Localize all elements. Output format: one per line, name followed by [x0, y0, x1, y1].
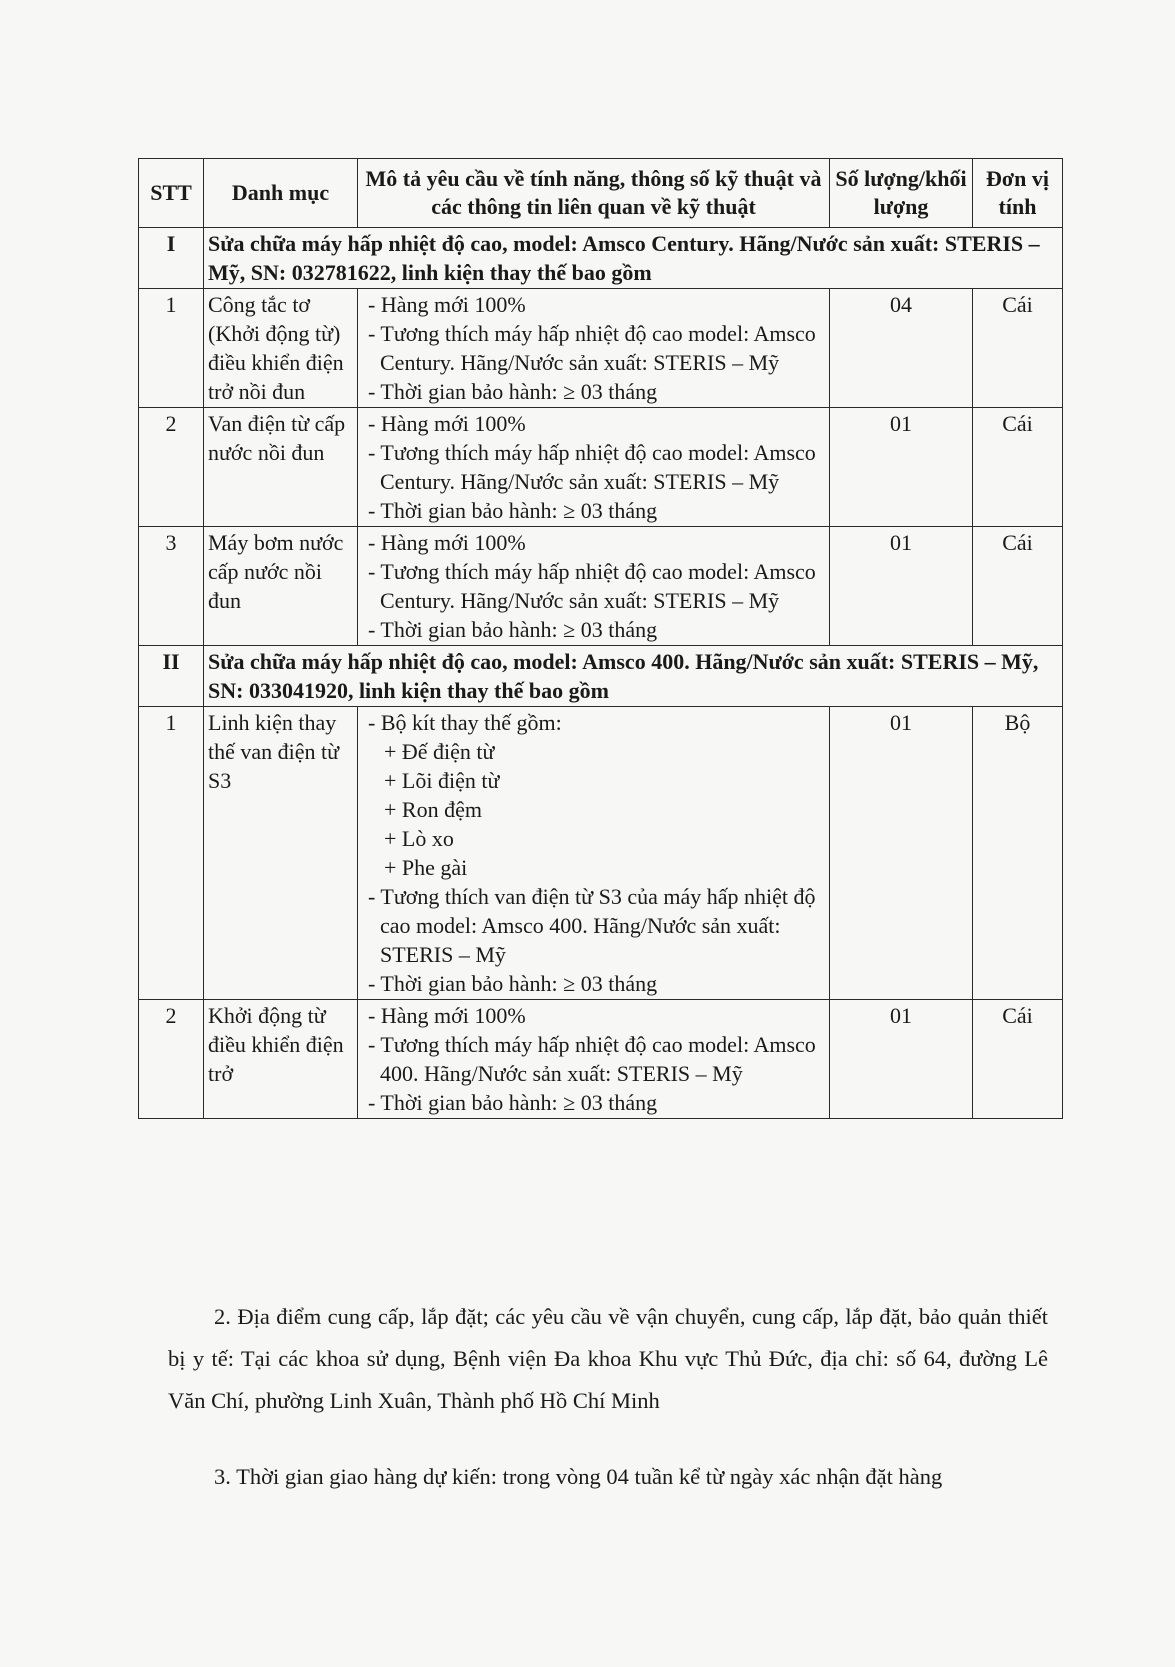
description-line: - Hàng mới 100% [368, 292, 526, 317]
item-description [358, 1000, 830, 1119]
description-subline: + Đế điện từ [384, 739, 495, 764]
paragraph-text: 2. Địa điểm cung cấp, lắp đặt; các yêu cầu về vận chuyển, cung cấp, lắp đặt, bảo quản thiết bị y tế: Tại các khoa sử dụng, Bệnh viện Đa khoa Khu vực Thủ Đức, địa chỉ: số 64, đường Lê Văn Chí, phường Linh Xuân, Thành phố Hồ Chí Minh [168, 1304, 1048, 1413]
description-subline: + Ron đệm [384, 797, 482, 822]
description-line: - Thời gian bảo hành: ≥ 03 tháng [368, 498, 658, 523]
section-row [139, 646, 1063, 707]
description-line: - Thời gian bảo hành: ≥ 03 tháng [368, 971, 658, 996]
description-line: - Tương thích máy hấp nhiệt độ cao model: Amsco Century. Hãng/Nước sản xuất: STERIS – Mỹ [368, 321, 816, 375]
item-quantity: 04 [830, 289, 973, 408]
table-row [139, 527, 1063, 646]
item-unit: Cái [973, 289, 1063, 408]
header-stt: STT [139, 159, 204, 228]
paragraph-delivery-time [168, 1456, 1048, 1498]
description-line: - Thời gian bảo hành: ≥ 03 tháng [368, 379, 658, 404]
header-description: Mô tả yêu cầu về tính năng, thông số kỹ thuật và các thông tin liên quan về kỹ thuật [358, 159, 830, 228]
section-title: Sửa chữa máy hấp nhiệt độ cao, model: Amsco 400. Hãng/Nước sản xuất: STERIS – Mỹ, SN: 033041920, linh kiện thay thế bao gồm [204, 646, 1063, 707]
item-description [358, 289, 830, 408]
section-row [139, 228, 1063, 289]
item-unit: Cái [973, 1000, 1063, 1119]
header-unit: Đơn vị tính [973, 159, 1063, 228]
header-quantity: Số lượng/khối lượng [830, 159, 973, 228]
description-line: - Hàng mới 100% [368, 1003, 526, 1028]
paragraph-delivery-location [168, 1296, 1048, 1422]
description-line: - Tương thích máy hấp nhiệt độ cao model: Amsco Century. Hãng/Nước sản xuất: STERIS – Mỹ [368, 440, 816, 494]
table-header-row [139, 159, 1063, 228]
item-description [358, 527, 830, 646]
item-unit: Bộ [973, 707, 1063, 1000]
item-stt: 2 [139, 408, 204, 527]
table-row [139, 408, 1063, 527]
item-name: Máy bơm nước cấp nước nồi đun [204, 527, 358, 646]
description-subline: + Lõi điện từ [384, 768, 500, 793]
section-number: I [139, 228, 204, 289]
item-name: Khởi động từ điều khiển điện trở [204, 1000, 358, 1119]
item-stt: 2 [139, 1000, 204, 1119]
table-row [139, 1000, 1063, 1119]
description-line: - Tương thích máy hấp nhiệt độ cao model: Amsco 400. Hãng/Nước sản xuất: STERIS – Mỹ [368, 1032, 816, 1086]
item-quantity: 01 [830, 527, 973, 646]
item-quantity: 01 [830, 408, 973, 527]
table-row [139, 289, 1063, 408]
description-line: - Hàng mới 100% [368, 530, 526, 555]
description-subline: + Phe gài [384, 855, 468, 880]
description-line: - Thời gian bảo hành: ≥ 03 tháng [368, 617, 658, 642]
item-stt: 3 [139, 527, 204, 646]
item-name: Van điện từ cấp nước nồi đun [204, 408, 358, 527]
item-name: Công tắc tơ (Khởi động từ) điều khiển điện trở nồi đun [204, 289, 358, 408]
item-quantity: 01 [830, 1000, 973, 1119]
item-name: Linh kiện thay thế van điện từ S3 [204, 707, 358, 1000]
description-line: - Hàng mới 100% [368, 411, 526, 436]
item-unit: Cái [973, 527, 1063, 646]
item-unit: Cái [973, 408, 1063, 527]
table-row [139, 707, 1063, 1000]
description-line: - Thời gian bảo hành: ≥ 03 tháng [368, 1090, 658, 1115]
item-quantity: 01 [830, 707, 973, 1000]
section-title: Sửa chữa máy hấp nhiệt độ cao, model: Amsco Century. Hãng/Nước sản xuất: STERIS – Mỹ, SN: 032781622, linh kiện thay thế bao gồm [204, 228, 1063, 289]
specification-table [138, 158, 1063, 1119]
description-line: - Tương thích van điện từ S3 của máy hấp nhiệt độ cao model: Amsco 400. Hãng/Nước sản xuất: STERIS – Mỹ [368, 884, 816, 967]
header-category: Danh mục [204, 159, 358, 228]
section-number: II [139, 646, 204, 707]
item-description [358, 707, 830, 1000]
item-description [358, 408, 830, 527]
description-subline: + Lò xo [384, 826, 454, 851]
description-line: - Bộ kít thay thế gồm: [368, 710, 562, 735]
description-line: - Tương thích máy hấp nhiệt độ cao model: Amsco Century. Hãng/Nước sản xuất: STERIS – Mỹ [368, 559, 816, 613]
paragraph-text: 3. Thời gian giao hàng dự kiến: trong vòng 04 tuần kể từ ngày xác nhận đặt hàng [214, 1464, 943, 1489]
item-stt: 1 [139, 707, 204, 1000]
item-stt: 1 [139, 289, 204, 408]
